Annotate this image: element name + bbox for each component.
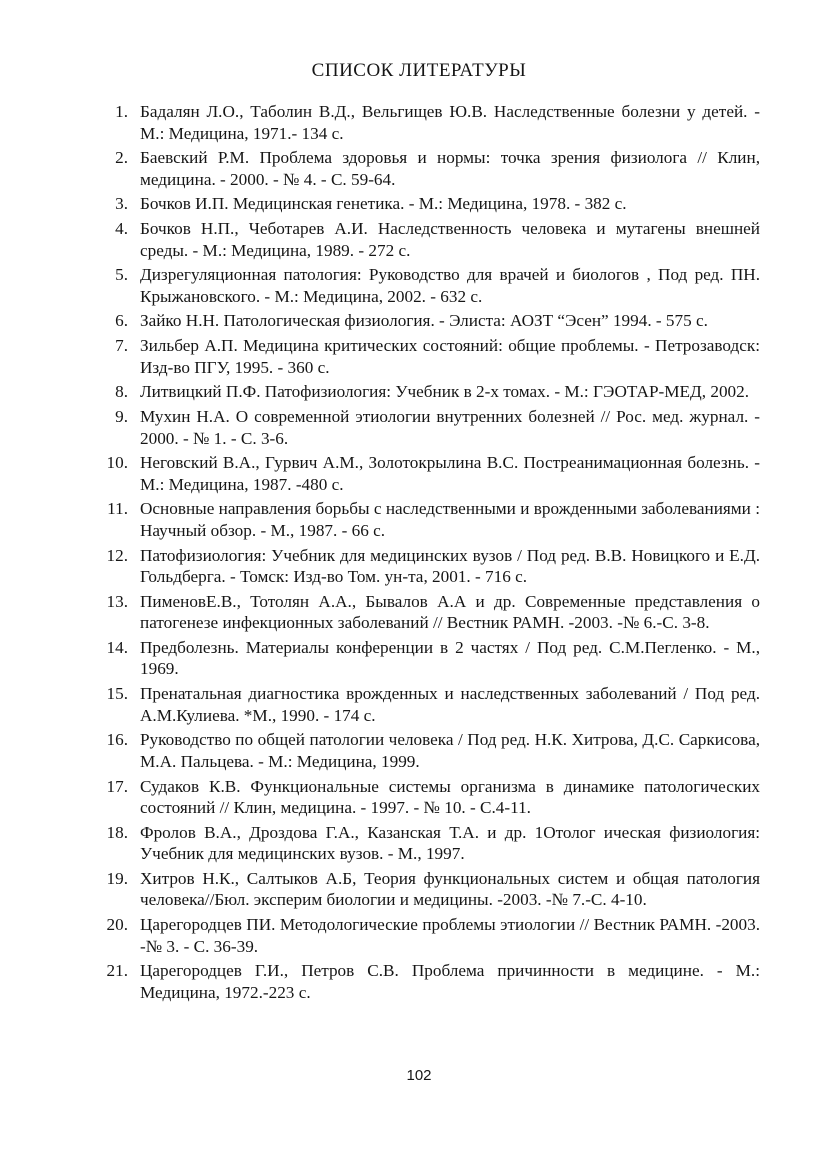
- reference-text: Патофизиология: Учебник для медицинских вузов / Под ред. В.В. Новицкого и Е.Д. Гольдберга. - Томск: Изд-во Том. ун-та, 2001. - 716 с.: [140, 545, 760, 587]
- reference-item: [100, 591, 760, 634]
- reference-text: Баевский Р.М. Проблема здоровья и нормы: точка зрения физиолога // Клин, медицина. - 2000. - № 4. - С. 59-64.: [140, 148, 760, 189]
- reference-item: [100, 822, 760, 865]
- reference-text: Бадалян Л.О., Таболин В.Д., Вельгищев Ю.В. Наследственные болезни у детей. - М.: Медицина, 1971.- 134 с.: [140, 102, 760, 143]
- reference-item: [100, 193, 760, 215]
- reference-item: [100, 101, 760, 144]
- reference-text: Зайко Н.Н. Патологическая физиология. - Элиста: АОЗТ “Эсен” 1994. - 575 с.: [140, 311, 708, 331]
- reference-item: [100, 406, 760, 449]
- reference-text: Руководство по общей патологии человека / Под ред. Н.К. Хитрова, Д.С. Саркисова, М.А. Пальцева. - М.: Медицина, 1999.: [140, 730, 760, 771]
- reference-item: [100, 218, 760, 261]
- reference-number: 19.: [106, 868, 128, 888]
- reference-text: Литвицкий П.Ф. Патофизиология: Учебник в 2-х томах. - М.: ГЭОТАР-МЕД, 2002.: [140, 382, 750, 402]
- reference-number: 17.: [106, 776, 128, 796]
- reference-text: Основные направления борьбы с наследственными и врожденными заболеваниями : Научный обзор. - М., 1987. - 66 с.: [140, 499, 760, 540]
- reference-item: [100, 637, 760, 680]
- reference-number: 4.: [115, 219, 128, 239]
- reference-number: 16.: [106, 730, 128, 750]
- reference-number: 20.: [106, 915, 128, 935]
- reference-text: Бочков Н.П., Чеботарев А.И. Наследственность человека и мутагены внешней среды. - М.: Медицина, 1989. - 272 с.: [140, 219, 760, 260]
- reference-number: 8.: [115, 382, 128, 402]
- reference-number: 10.: [106, 453, 128, 473]
- reference-text: ПименовЕ.В., Тотолян А.А., Бывалов А.А и др. Современные представления о патогенезе инфекционных заболеваний // Вестник РАМН. -2003. -№ 6.-С. 3-8.: [140, 591, 760, 633]
- reference-item: [100, 914, 760, 957]
- reference-text: Неговский В.А., Гурвич А.М., Золотокрылина В.С. Постреанимационная болезнь. - М.: Медицина, 1987. -480 с.: [140, 453, 760, 494]
- reference-number: 6.: [115, 311, 128, 331]
- reference-number: 21.: [106, 961, 128, 981]
- reference-item: [100, 776, 760, 819]
- reference-item: [100, 310, 760, 332]
- reference-number: 7.: [115, 336, 128, 356]
- reference-item: [100, 868, 760, 911]
- reference-text: Дизрегуляционная патология: Руководство для врачей и биологов , Под ред. ПН. Крыжановского. - М.: Медицина, 2002. - 632 с.: [140, 265, 760, 306]
- reference-text: Судаков К.В. Функциональные системы организма в динамике патологических состояний // Клин, медицина. - 1997. - № 10. - С.4-11.: [140, 776, 760, 817]
- reference-number: 13.: [106, 591, 128, 611]
- reference-number: 15.: [106, 684, 128, 704]
- reference-number: 14.: [106, 637, 128, 657]
- reference-text: Мухин Н.А. О современной этиологии внутренних болезней // Рос. мед. журнал. - 2000. - № 1. - С. 3-6.: [140, 407, 760, 448]
- reference-text: Царегородцев Г.И., Петров С.В. Проблема причинности в медицине. - М.: Медицина, 1972.-223 с.: [140, 961, 760, 1002]
- page-title: СПИСОК ЛИТЕРАТУРЫ: [311, 60, 527, 81]
- reference-text: Хитров Н.К., Салтыков А.Б, Теория функциональных систем и общая патология человека//Бюл. эксперим биологии и медицины. -2003. -№ 7.-С. 4-10.: [140, 868, 760, 910]
- reference-number: 2.: [115, 148, 128, 168]
- reference-item: [100, 264, 760, 307]
- reference-item: [100, 147, 760, 190]
- reference-number: 11.: [107, 499, 128, 519]
- reference-text: Фролов В.А., Дроздова Г.А., Казанская Т.А. и др. 1Отолог ическая физиология: Учебник для медицинских вузов. - М., 1997.: [140, 822, 760, 864]
- reference-item: [100, 335, 760, 378]
- reference-item: [100, 960, 760, 1003]
- reference-item: [100, 452, 760, 495]
- reference-text: Зильбер А.П. Медицина критических состояний: общие проблемы. - Петрозаводск: Изд-во ПГУ, 1995. - 360 с.: [140, 336, 760, 377]
- reference-list: [100, 101, 760, 1006]
- reference-item: [100, 729, 760, 772]
- reference-text: Пренатальная диагностика врожденных и наследственных заболеваний / Под ред. А.М.Кулиева. *М., 1990. - 174 с.: [140, 684, 760, 725]
- reference-number: 12.: [106, 545, 128, 565]
- reference-number: 18.: [106, 822, 128, 842]
- reference-item: [100, 683, 760, 726]
- reference-number: 1.: [115, 102, 128, 121]
- reference-item: [100, 498, 760, 541]
- reference-text: Царегородцев ПИ. Методологические проблемы этиологии // Вестник РАМН. -2003. -№ 3. - С. 36-39.: [140, 915, 760, 956]
- reference-number: 9.: [115, 407, 128, 426]
- reference-number: 5.: [115, 265, 128, 285]
- reference-text: Предболезнь. Материалы конференции в 2 частях / Под ред. С.М.Пегленко. - М., 1969.: [140, 637, 760, 679]
- reference-item: [100, 545, 760, 588]
- reference-number: 3.: [115, 194, 128, 214]
- reference-text: Бочков И.П. Медицинская генетика. - М.: Медицина, 1978. - 382 с.: [140, 194, 627, 214]
- page-number: 102: [406, 1067, 432, 1084]
- reference-item: [100, 381, 760, 403]
